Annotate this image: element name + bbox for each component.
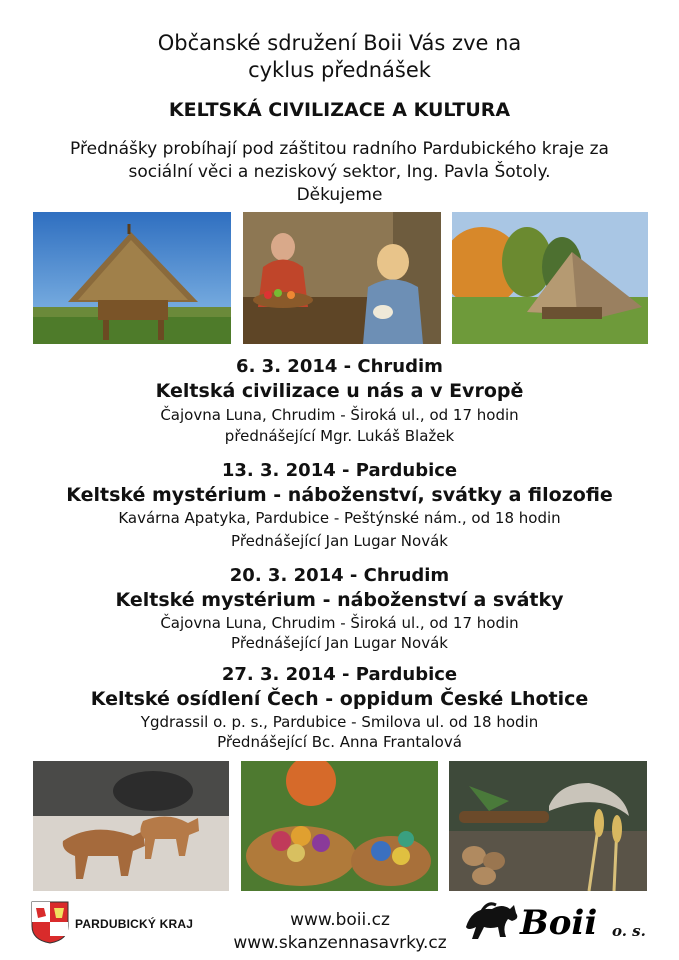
photo-woman-and-child (243, 212, 441, 344)
photo-celtic-granary (33, 212, 231, 344)
event-1-lecturer: přednášející Mgr. Lukáš Blažek (224, 427, 455, 445)
photo-sickle-and-wheat (449, 761, 647, 891)
boii-logo-suffix: o. s. (612, 922, 646, 940)
link-skanzen[interactable]: www.skanzennasavrky.cz (233, 933, 447, 953)
event-2-lecturer: Přednášející Jan Lugar Novák (231, 532, 448, 550)
poster-title: KELTSKÁ CIVILIZACE A KULTURA (168, 99, 511, 121)
event-4-lecturer: Přednášející Bc. Anna Frantalová (217, 733, 462, 751)
intro-line-1: Občanské sdružení Boii Vás zve na (157, 31, 522, 55)
event-3-lecturer: Přednášející Jan Lugar Novák (231, 634, 448, 652)
boii-horse-logo-icon (462, 897, 520, 949)
event-2-date: 13. 3. 2014 - Pardubice (221, 460, 458, 481)
event-2-title: Keltské mystérium - náboženství, svátky a filozofie (66, 484, 613, 506)
link-boii[interactable]: www.boii.cz (290, 910, 390, 930)
event-3-date: 20. 3. 2014 - Chrudim (229, 565, 450, 586)
patronage-line-1: Přednášky probíhají pod záštitou radního Pardubického kraje za (70, 139, 609, 159)
event-1-date: 6. 3. 2014 - Chrudim (236, 356, 443, 377)
intro-line-2: cyklus přednášek (248, 58, 431, 82)
pardubice-region-coat-of-arms-icon (30, 900, 70, 948)
event-4-title: Keltské osídlení Čech - oppidum České Lhotice (90, 688, 589, 710)
event-3-title: Keltské mystérium - náboženství a svátky (115, 589, 564, 611)
photo-bronze-animals (33, 761, 229, 891)
photo-celtic-hut (452, 212, 648, 344)
photo-wool-baskets (241, 761, 438, 891)
event-1-venue: Čajovna Luna, Chrudim - Široká ul., od 17 hodin (160, 406, 519, 424)
region-logo-text: PARDUBICKÝ KRAJ (75, 917, 194, 931)
patronage-line-2: sociální věci a neziskový sektor, Ing. Pavla Šotoly. (128, 162, 551, 182)
patronage-line-3: Děkujeme (296, 185, 383, 205)
event-1-title: Keltská civilizace u nás a v Evropě (155, 380, 524, 402)
event-4-date: 27. 3. 2014 - Pardubice (221, 664, 458, 685)
event-4-venue: Ygdrassil o. p. s., Pardubice - Smilova ul. od 18 hodin (140, 713, 539, 731)
boii-logo-text: Boii (520, 903, 598, 943)
event-3-venue: Čajovna Luna, Chrudim - Široká ul., od 17 hodin (160, 614, 519, 632)
event-2-venue: Kavárna Apatyka, Pardubice - Peštýnské nám., od 18 hodin (118, 509, 561, 527)
